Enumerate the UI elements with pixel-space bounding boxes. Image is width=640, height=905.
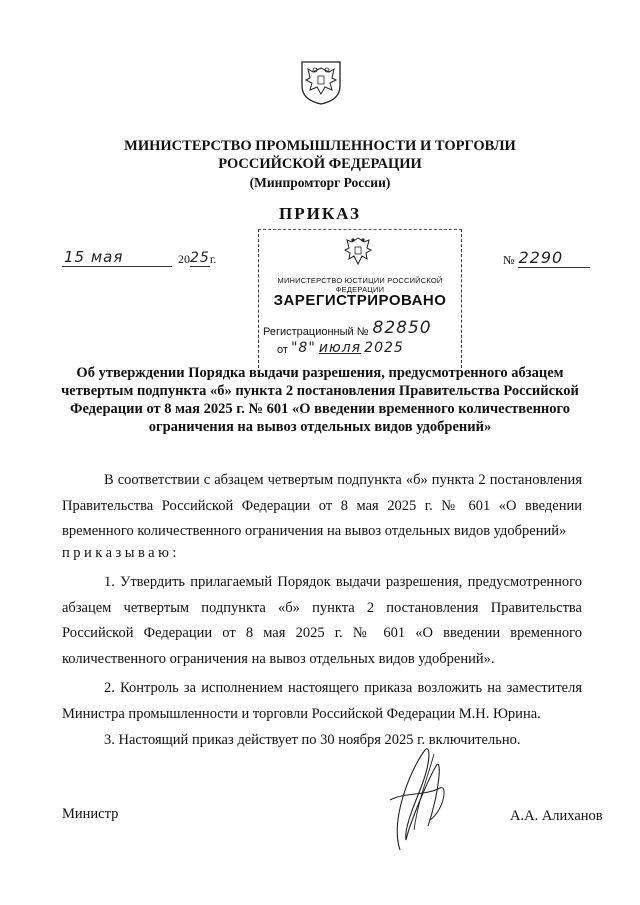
item-1-paragraph: 1. Утвердить прилагаемый Порядок выдачи разрешения, предусмотренного абзацем четвертым подпункта «б» пункта 2 постановления Правительства Российской Федерации от 8 мая 2025 г. № 601 «О введении временного количественного ограничения на вывоз отдельных видов удобрений». (62, 574, 582, 667)
signer-name: А.А. Алиханов (510, 808, 603, 824)
prikazyvayu: приказываю: (62, 545, 180, 561)
order-date-year: 25 (190, 250, 210, 266)
order-number (503, 248, 590, 268)
stamp-date-prefix: от (277, 344, 288, 356)
coat-of-arms-icon (298, 56, 344, 106)
stamp-coat-of-arms-icon (341, 234, 375, 270)
ministry-name-line2: РОССИЙСКОЙ ФЕДЕРАЦИИ (218, 156, 422, 172)
document-type: ПРИКАЗ (279, 204, 361, 223)
signer-position: Министр (62, 806, 119, 822)
stamp-ministry: МИНИСТЕРСТВО ЮСТИЦИИ РОССИЙСКОЙ ФЕДЕРАЦИИ (277, 276, 443, 294)
handwritten-signature (370, 730, 460, 860)
order-title: Об утверждении Порядка выдачи разрешения, предусмотренного абзацем четвертым подпункта «б» пункта 2 постановления Правительства Российской Федерации от 8 мая 2025 г. № 601 «О введении временного количественного ограничения на вывоз отдельных видов удобрений» (61, 365, 579, 435)
order-date-day: 15 мая (62, 248, 172, 267)
stamp-registered: ЗАРЕГИСТРИРОВАНО (273, 292, 447, 309)
order-number-value: 2290 (518, 248, 590, 268)
stamp-reg-label: Регистрационный № (263, 326, 369, 338)
order-date-year-prefix: 20 (178, 252, 190, 266)
item-3-paragraph: 3. Настоящий приказ действует по 30 ноября 2025 г. включительно. (104, 732, 521, 748)
stamp-reg-number-value: 82850 (372, 318, 432, 338)
stamp-date-day: "8" (290, 340, 316, 356)
item-2-paragraph: 2. Контроль за исполнением настоящего приказа возложить на заместителя Министра промышленности и торговли Российской Федерации М.Н. Юрина. (62, 680, 582, 722)
order-date (62, 248, 216, 267)
preamble-paragraph: В соответствии с абзацем четвертым подпункта «б» пункта 2 постановления Правительства Российской Федерации от 8 мая 2025 г. № 601 «О введении временного количественного ограничения на вывоз отдельных видов удобрений» (62, 472, 582, 540)
stamp-date (277, 340, 404, 356)
ministry-name-line1: МИНИСТЕРСТВО ПРОМЫШЛЕННОСТИ И ТОРГОВЛИ (124, 138, 516, 154)
ministry-short-name: (Минпромторг России) (249, 175, 391, 190)
stamp-date-month: июля (318, 340, 362, 356)
registration-stamp (258, 229, 462, 368)
order-number-label: № (503, 253, 515, 267)
stamp-date-year: 2025 (364, 340, 404, 356)
order-date-suffix: г. (209, 252, 217, 266)
stamp-registration-number (263, 318, 432, 338)
